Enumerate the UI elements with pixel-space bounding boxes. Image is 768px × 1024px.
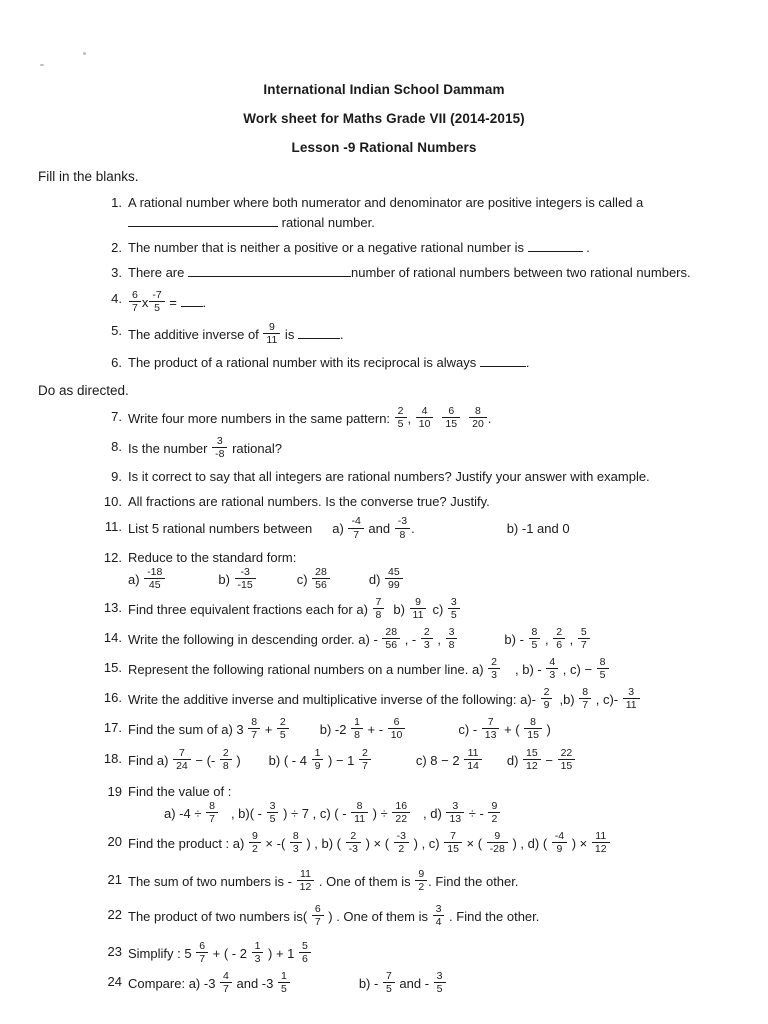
fraction: $\frac{22}{15}$ [557,747,577,772]
fraction: $\frac{4}{3}$ [545,656,559,681]
fraction: $\frac{7}{8}$ [372,596,386,621]
question-number: 21 [107,872,122,888]
spacer [434,422,441,423]
question-content: Simplify : 5 $\frac{6}{7}$ + ( - 2 $\frac{1}{3}$ ) + 1 $\frac{5}{6}$ [128,942,734,967]
answer-blank [298,327,340,339]
spacer [312,532,332,533]
question-number: 2. [111,240,122,256]
fraction: $\frac{8}{7}$ [578,686,592,711]
question-number: 7. [111,408,122,424]
fraction: $\frac{7}{5}$ [382,970,396,995]
fraction: $\frac{28}{56}$ [381,626,401,651]
question-row [100,595,734,623]
question-number: 20 [107,833,122,849]
spacer [385,613,393,614]
fraction: $\frac{4}{10}$ [415,405,435,430]
fraction: $\frac{3}{4}$ [432,903,446,928]
question-number: 3. [111,265,122,281]
fraction: $\frac{9}{2}$ [248,830,262,855]
question-content: The additive inverse of $\frac{9}{11}$ is . [128,320,344,346]
fraction: $\frac{8}{3}$ [289,830,303,855]
lesson-title: Lesson -9 Rational Numbers [291,140,477,155]
spacer [331,583,369,584]
question-row [100,467,734,487]
spacer [291,987,359,988]
question-row [100,404,734,432]
question-number: 8. [111,439,122,455]
fraction: $\frac{6}{7}$ [311,903,325,928]
question-row [100,517,734,542]
fraction: $\frac{3}{5}$ [266,800,280,825]
question-row [100,688,734,713]
question-content: $\frac{6}{7}$ x $\frac{-7}{5}$ = . [128,289,734,316]
fraction: $\frac{8}{5}$ [596,656,610,681]
fraction: $\frac{7}{24}$ [172,747,192,772]
question-row [100,321,734,348]
fraction: $\frac{9}{11}$ [262,321,281,346]
answer-blank [528,240,583,252]
spacer [128,817,164,818]
question-content: Find a) $\frac{7}{24}$ − (- $\frac{2}{8}$ ) b) ( - 4 $\frac{1}{9}$ ) − 1 $\frac{2}{7}$ c) 8 − 2 $\frac{11}{14}$ d) $\frac{15}{12}$ − $\frac{22}{15}$ [128,749,734,774]
spacer [501,673,515,674]
fraction: $\frac{-4}{7}$ [347,515,364,540]
fraction: $\frac{2}{9}$ [540,686,554,711]
question-number: 14. [103,630,122,645]
fraction: $\frac{1}{3}$ [251,940,265,965]
question-content: Write four more numbers in the same pattern: $\frac{2}{5}$ , $\frac{4}{10}$ $\frac{6}{15}$ $\frac{8}{20}$ . [128,404,492,431]
fraction: $\frac{8}{20}$ [468,405,488,430]
question-row [100,746,734,774]
fraction: $\frac{2}{3}$ [487,656,501,681]
spacer [458,643,504,644]
question-row [100,238,734,258]
question-content: Is the number $\frac{3}{-8}$ rational? [128,435,282,461]
question-number: 17. [103,720,122,736]
spacer [427,613,432,614]
spacer [483,764,507,765]
fraction: $\frac{2}{3}$ [420,626,434,651]
fraction: $\frac{4}{7}$ [219,970,233,995]
fraction: $\frac{2}{5}$ [276,716,290,741]
fraction: $\frac{-3}{-15}$ [234,566,257,591]
question-row [100,353,734,373]
questions-list [100,193,734,373]
fraction: $\frac{-3}{2}$ [393,830,410,855]
question-row [100,972,734,997]
question-number: 13. [103,599,122,615]
question-row [100,782,734,827]
fraction: $\frac{16}{22}$ [391,800,411,825]
question-content: The product of a rational number with its reciprocal is always . [128,354,530,370]
spacer [372,764,416,765]
question-row [100,289,734,316]
fraction: $\frac{3}{11}$ [622,686,641,711]
fraction: $\frac{5}{7}$ [577,626,591,651]
scan-speckle [40,64,44,66]
question-row [100,193,734,233]
questions-list [100,404,734,998]
question-content: List 5 rational numbers between a) $\frac{-4}{7}$ and $\frac{-3}{8}$ . b) -1 and 0 [128,515,570,541]
question-number: 23 [107,944,122,960]
question-number: 16. [103,690,122,706]
fraction: $\frac{28}{56}$ [311,566,331,591]
fraction: $\frac{8}{11}$ [350,800,369,825]
spacer [415,532,507,533]
fraction: $\frac{2}{6}$ [552,626,566,651]
fraction: $\frac{9}{-28}$ [486,830,509,855]
question-content: All fractions are rational numbers. Is the converse true? Justify. [128,494,490,510]
answer-blank [181,295,203,307]
question-row [100,492,734,512]
question-content: Find the product : a) $\frac{9}{2}$ × -( $\frac{8}{3}$ ) , b) ( $\frac{2}{-3}$ ) × ( $\frac{-3}{2}$ ) , c) $\frac{7}{15}$ × ( $\frac{9}{-28}$ ) , d) ( $\frac{-4}{9}$ ) × $\frac{11}{12}$ [128,832,734,857]
fraction: $\frac{2}{8}$ [219,747,233,772]
header [0,0,768,155]
question-row [100,548,734,593]
fraction: $\frac{7}{15}$ [443,830,463,855]
spacer [406,733,458,734]
question-number: 24 [107,974,122,990]
fraction: $\frac{8}{7}$ [205,800,219,825]
question-number: 1. [111,195,122,210]
fraction: $\frac{9}{2}$ [414,868,428,893]
fraction: $\frac{6}{7}$ [128,289,142,314]
sections [0,169,768,998]
fraction: $\frac{7}{13}$ [481,716,501,741]
fraction: $\frac{-7}{5}$ [148,289,165,314]
worksheet-title: Work sheet for Maths Grade VII (2014-2015) [243,111,525,126]
fraction: $\frac{6}{7}$ [195,940,209,965]
fraction: $\frac{2}{7}$ [358,747,372,772]
answer-blank [480,355,526,367]
fraction: $\frac{3}{-8}$ [211,435,228,460]
answer-blank [128,215,278,227]
answer-blank [188,265,351,277]
section-heading: Do as directed. [38,382,129,398]
question-number: 10. [103,494,122,510]
fraction: $\frac{11}{12}$ [591,830,611,855]
spacer [411,817,423,818]
question-content: Represent the following rational numbers on a number line. a) $\frac{2}{3}$ , b) - $\frac{4}{3}$ , c) − $\frac{8}{5}$ [128,658,734,683]
fraction: $\frac{1}{8}$ [350,716,364,741]
fraction: $\frac{9}{11}$ [409,596,428,621]
fraction: $\frac{8}{15}$ [523,716,543,741]
fraction: $\frac{2}{5}$ [394,405,408,430]
fraction: $\frac{3}{5}$ [447,596,461,621]
fraction: $\frac{3}{13}$ [445,800,465,825]
question-row [100,905,734,930]
fraction: $\frac{1}{9}$ [311,747,325,772]
fraction: $\frac{3}{8}$ [445,626,459,651]
question-number: 19 [107,783,122,799]
question-content: Reduce to the standard form: a) $\frac{-18}{45}$ b) $\frac{-3}{-15}$ c) $\frac{28}{56}$ d) $\frac{45}{99}$ [128,548,734,593]
fraction: $\frac{6}{10}$ [387,716,407,741]
school-title: International Indian School Dammam [263,82,505,97]
question-row [100,870,734,895]
question-content: Find the sum of a) 3 $\frac{8}{7}$ + $\frac{2}{5}$ b) -2 $\frac{1}{8}$ + - $\frac{6}{10}$ c) - $\frac{7}{13}$ + ( $\frac{8}{15}$ ) [128,716,551,742]
fraction: $\frac{-18}{45}$ [143,566,166,591]
question-content: Find three equivalent fractions each for a) $\frac{7}{8}$ b) $\frac{9}{11}$ c) $\frac{3}{5}$ [128,598,734,623]
question-number: 6. [111,354,122,370]
question-content: The sum of two numbers is - $\frac{11}{12}$ . One of them is $\frac{9}{2}$ . Find the other. [128,868,519,894]
spacer [257,583,297,584]
fraction: $\frac{8}{7}$ [247,716,261,741]
question-number: 4. [111,290,122,306]
fraction: $\frac{8}{5}$ [528,626,542,651]
question-number: 22 [107,907,122,923]
fraction: $\frac{3}{5}$ [433,970,447,995]
scan-speckle [83,52,86,55]
question-content: The product of two numbers is( $\frac{6}{7}$ ) . One of them is $\frac{3}{4}$ . Find the other. [128,903,540,929]
question-content: Find the value of : a) -4 ÷ $\frac{8}{7}$ , b)( - $\frac{3}{5}$ ) ÷ 7 , c) ( - $\frac{8}{11}$ ) ÷ $\frac{16}{22}$ , d) $\frac{3}{13}$ ÷ - $\frac{9}{2}$ [128,782,734,827]
question-number: 11. [104,519,122,535]
question-number: 15. [103,660,122,676]
question-number: 9. [111,469,122,485]
spacer [166,583,218,584]
spacer [290,733,320,734]
question-number: 12. [103,549,122,565]
question-content: Write the following in descending order. a) - $\frac{28}{56}$ , - $\frac{2}{3}$ , $\frac{3}{8}$ b) - $\frac{8}{5}$ , $\frac{2}{6}$ , $\frac{5}{7}$ [128,628,734,653]
question-content: Write the additive inverse and multiplicative inverse of the following: a)- $\frac{2}{9}$ ,b) $\frac{8}{7}$ , c)- $\frac{3}{11}$ [128,688,734,713]
fraction: $\frac{5}{6}$ [298,940,312,965]
fraction: $\frac{2}{-3}$ [345,830,362,855]
section-heading: Fill in the blanks. [38,169,139,184]
fraction: $\frac{11}{12}$ [296,868,316,893]
question-row [100,658,734,683]
question-content: There are number of rational numbers between two rational numbers. [128,265,691,281]
question-content: Compare: a) -3 $\frac{4}{7}$ and -3 $\frac{1}{5}$ b) - $\frac{7}{5}$ and - $\frac{3}{5}$ [128,972,734,997]
spacer [219,817,231,818]
fraction: $\frac{9}{2}$ [487,800,501,825]
fraction: $\frac{6}{15}$ [441,405,461,430]
fraction: $\frac{-4}{9}$ [551,830,568,855]
question-number: 5. [111,322,122,338]
spacer [553,703,559,704]
question-row [100,437,734,462]
question-number: 18. [103,750,122,766]
fraction: $\frac{45}{99}$ [384,566,404,591]
spacer [461,422,468,423]
spacer [241,764,269,765]
question-row [100,628,734,653]
fraction: $\frac{-3}{8}$ [394,515,411,540]
fraction: $\frac{11}{14}$ [463,747,483,772]
question-content: Is it correct to say that all integers are rational numbers? Justify your answer with example. [128,469,650,485]
question-content: A rational number where both numerator and denominator are positive integers is called a rational number. [128,195,644,231]
fraction: $\frac{15}{12}$ [522,747,542,772]
question-row [100,942,734,967]
question-row [100,263,734,283]
question-row [100,718,734,743]
fraction: $\frac{1}{5}$ [277,970,291,995]
question-row [100,829,734,857]
question-content: The number that is neither a positive or a negative rational number is . [128,240,590,256]
